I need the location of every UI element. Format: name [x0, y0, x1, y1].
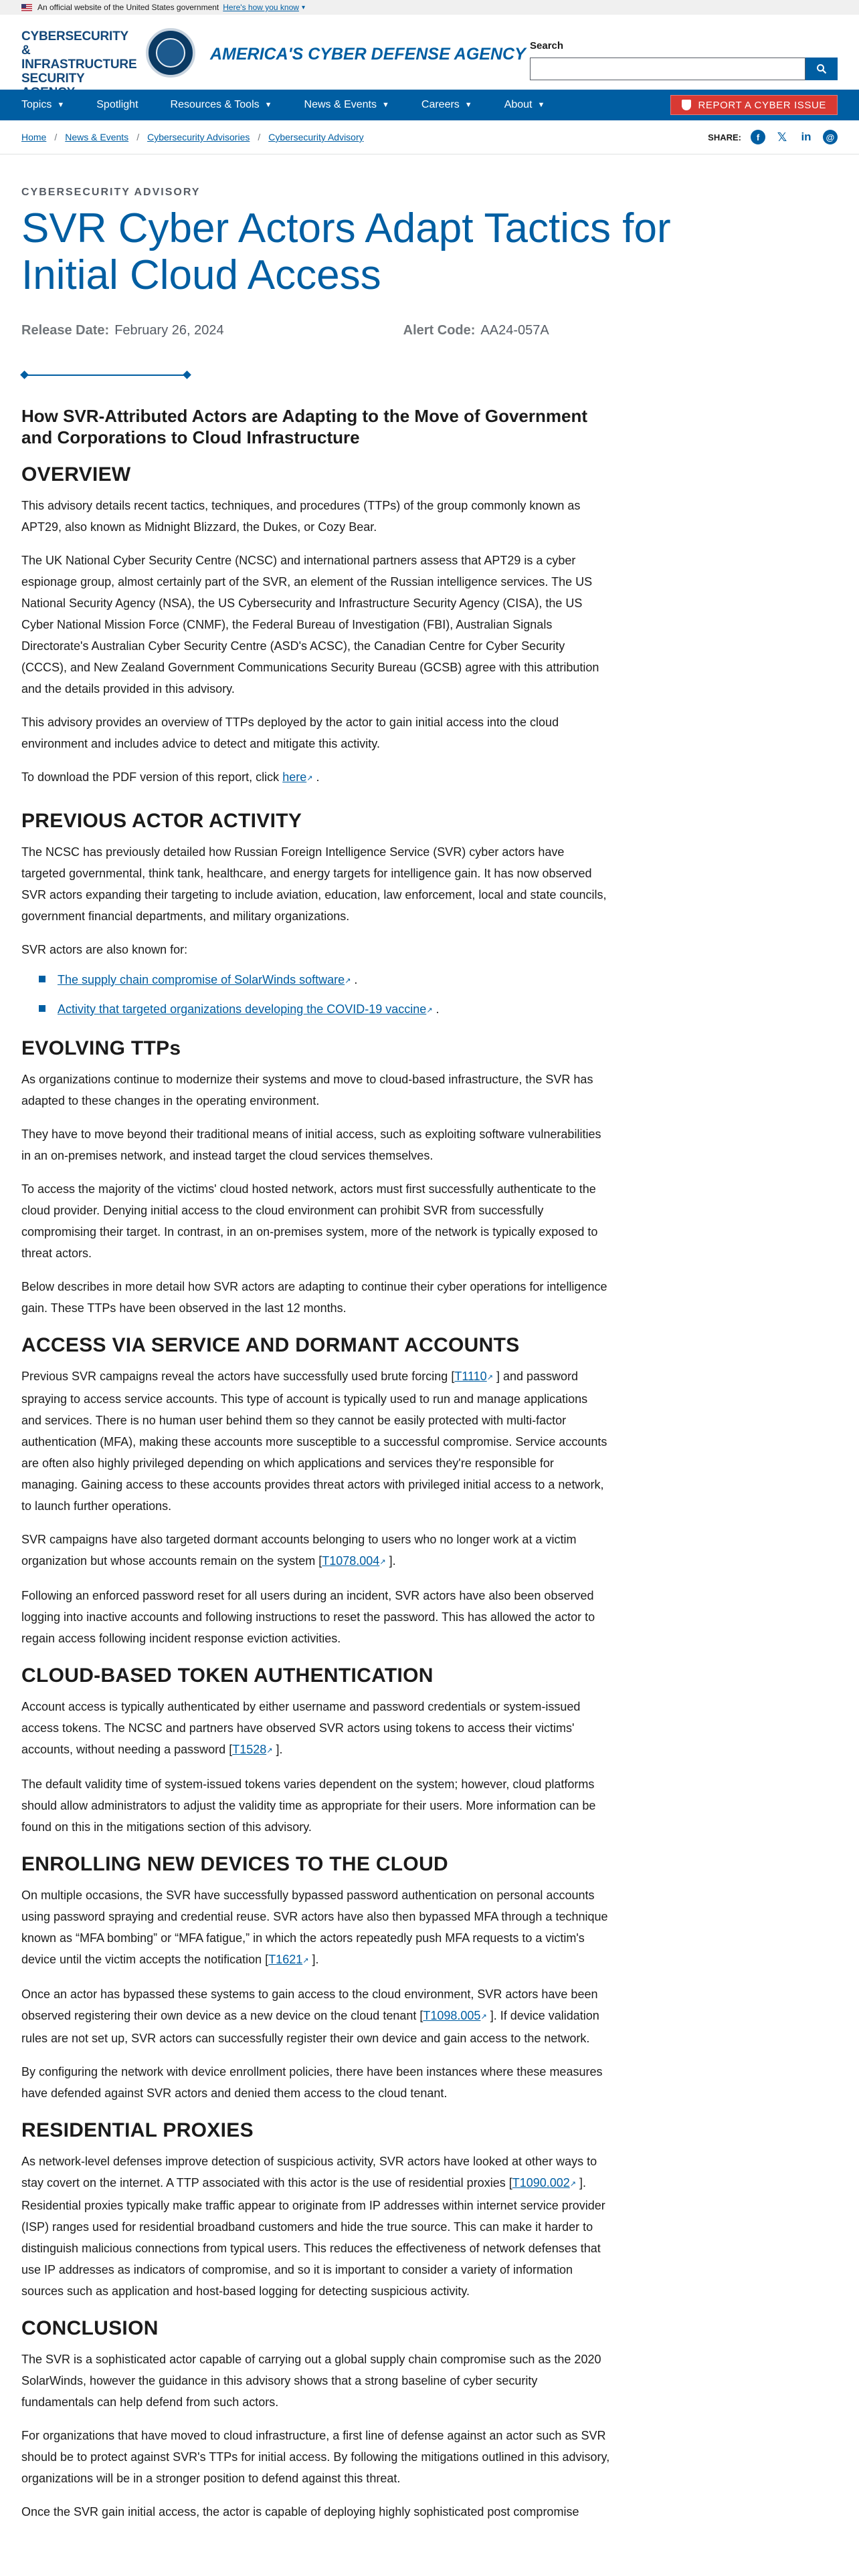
- external-link-icon: ↗: [266, 1747, 273, 1755]
- chevron-down-icon[interactable]: ▾: [301, 3, 305, 11]
- paragraph: For organizations that have moved to cloud infrastructure, a first line of defense against an actor such as SVR should be to protect against SVR's TTPs for initial access. By following the mitigations outlined in this advisory, organizations will be in a stronger position to defend against this threat.: [21, 2429, 610, 2485]
- paragraph: The UK National Cyber Security Centre (NCSC) and international partners assess that APT29 is a cyber espionage group, almost certainly part of the SVR, an element of the Russian intelligence services. The US National Security Agency (NSA), the US Cybersecurity and Infrastructure Security Agency (CISA), the US Cyber National Mission Force (CNMF), the Federal Bureau of Investigation (FBI), Australian Signals Directorate's Australian Cyber Security Centre (ASD's ACSC), the Canadian Centre for Cyber Security (CCCS), and New Zealand Government Communications Security Bureau (GCSB) agree with this attribution and the details provided in this advisory.: [21, 554, 599, 695]
- alert-code-value: AA24-057A: [480, 323, 549, 338]
- share-label: SHARE:: [708, 132, 741, 142]
- email-share-icon[interactable]: @: [823, 130, 838, 144]
- paragraph: They have to move beyond their traditional means of initial access, such as exploiting software vulnerabilities in an on-premises network, and instead target the cloud services themselves.: [21, 1128, 601, 1162]
- t1621-link[interactable]: T1621: [268, 1953, 303, 1966]
- t1528-link[interactable]: T1528: [232, 1743, 267, 1756]
- nav-topics[interactable]: Topics ▼: [21, 99, 65, 110]
- paragraph: Previous SVR campaigns reveal the actors have successfully used brute forcing [T1110↗ ] and password spraying to access service accounts. This type of account is typically used to run and manage applications and services. There is no human user behind them so they cannot be easily protected with multi-factor authentication (MFA), making these accounts more susceptible to a successful compromise. Service accounts are often also highly privileged depending on which applications and services they're responsible for managing. Gaining access to these accounts provides threat actors with privileged initial access to a network, to launch further operations.: [21, 1370, 607, 1513]
- release-date-label: Release Date:: [21, 323, 110, 338]
- nav-careers[interactable]: Careers ▼: [421, 99, 472, 110]
- paragraph: Account access is typically authenticated by either username and password credentials or system-issued access tokens. The NCSC and partners have observed SVR actors using tokens to access their victims' accounts, without needing a password [T1528↗ ].: [21, 1700, 581, 1756]
- page-title: SVR Cyber Actors Adapt Tactics for Initial Cloud Access: [21, 205, 671, 298]
- x-twitter-icon[interactable]: 𝕏: [777, 130, 787, 144]
- paragraph: As network-level defenses improve detection of suspicious activity, SVR actors have looked at other ways to stay covert on the internet. A TTP associated with this actor is the use of residential proxies [T1090.002↗ ]. Residential proxies typically make traffic appear to originate from IP addresses within internet service provider (ISP) ranges used for residential broadband customers and hide the true source. This can make it harder to distinguish malicious connections from typical users. This reduces the effectiveness of network defenses that use IP addresses as indicators of compromise, and so it is important to consider a variety of information sources such as application and host-based logging for detecting suspicious activity.: [21, 2155, 605, 2298]
- heres-how-you-know-link[interactable]: Here's how you know: [223, 3, 299, 12]
- chevron-down-icon: ▼: [264, 101, 272, 109]
- section-heading-service-accounts: ACCESS VIA SERVICE AND DORMANT ACCOUNTS: [21, 1334, 520, 1356]
- gov-banner-text: An official website of the United States government: [37, 3, 219, 12]
- external-link-icon: ↗: [480, 2013, 487, 2021]
- breadcrumb: Home / News & Events / Cybersecurity Advisories / Cybersecurity Advisory SHARE: f 𝕏 in @: [0, 120, 859, 154]
- share-bar: [708, 130, 838, 144]
- nav-resources-tools[interactable]: Resources & Tools ▼: [170, 99, 272, 110]
- nav-spotlight[interactable]: Spotlight: [96, 99, 138, 110]
- paragraph: As organizations continue to modernize their systems and move to cloud-based infrastructure, the SVR has adapted to these changes in the operating environment.: [21, 1073, 593, 1107]
- site-header: [0, 15, 859, 90]
- search-button[interactable]: [805, 58, 838, 80]
- paragraph: SVR campaigns have also targeted dormant accounts belonging to users who no longer work at a victim organization but whose accounts remain on the system [T1078.004↗ ].: [21, 1533, 577, 1568]
- us-flag-icon: [21, 4, 32, 11]
- external-link-icon: ↗: [379, 1558, 386, 1566]
- section-heading-token-auth: CLOUD-BASED TOKEN AUTHENTICATION: [21, 1665, 434, 1687]
- section-heading-residential-proxies: RESIDENTIAL PROXIES: [21, 2119, 254, 2141]
- alert-code-label: Alert Code:: [403, 323, 476, 338]
- paragraph: This advisory provides an overview of TTPs deployed by the actor to gain initial access into the cloud environment and includes advice to detect and mitigate this activity.: [21, 716, 559, 750]
- chevron-down-icon: ▼: [537, 101, 545, 109]
- paragraph: The SVR is a sophisticated actor capable of carrying out a global supply chain compromise such as the 2020 SolarWinds, however the guidance in this advisory shows that a strong baseline of cyber security fundamentals can help defend from such actors.: [21, 2353, 601, 2409]
- paragraph: This advisory details recent tactics, techniques, and procedures (TTPs) of the group commonly known as APT29, also known as Midnight Blizzard, the Dukes, or Cozy Bear.: [21, 499, 581, 534]
- release-date-value: February 26, 2024: [114, 323, 224, 338]
- section-heading-enrolling-devices: ENROLLING NEW DEVICES TO THE CLOUD: [21, 1853, 449, 1875]
- decorative-divider: [21, 370, 190, 380]
- paragraph: Once an actor has bypassed these systems to gain access to the cloud environment, SVR actors have been observed registering their own device as a new device on the cloud tenant [T1098.005↗ ]. If device validation rules are not set up, SVR actors can successfully register their own device and gain access to the network.: [21, 1988, 599, 2045]
- breadcrumb-cybersecurity-advisory[interactable]: Cybersecurity Advisory: [268, 132, 364, 142]
- paragraph: By configuring the network with device enrollment policies, there have been instances where these measures have defended against SVR actors and denied them access to the cloud tenant.: [21, 2065, 603, 2100]
- section-heading-evolving-ttps: EVOLVING TTPs: [21, 1037, 181, 1059]
- facebook-icon[interactable]: f: [751, 130, 765, 144]
- nav-about[interactable]: About ▼: [504, 99, 545, 110]
- paragraph: The default validity time of system-issued tokens varies dependent on the system; however, cloud platforms should allow administrators to adjust the validity time as appropriate for their users. More information can be found on this in the mitigations section of this advisory.: [21, 1778, 596, 1834]
- paragraph: SVR actors are also known for:: [21, 943, 188, 956]
- agency-name[interactable]: CYBERSECURITY & INFRASTRUCTURE SECURITY: [21, 29, 137, 86]
- report-cyber-issue-button[interactable]: REPORT A CYBER ISSUE: [670, 95, 838, 115]
- t1090-002-link[interactable]: T1090.002: [512, 2176, 570, 2189]
- search-icon: [816, 64, 827, 74]
- bullet-list: [21, 968, 610, 1022]
- t1110-link[interactable]: T1110: [454, 1370, 487, 1383]
- section-heading-conclusion: CONCLUSION: [21, 2317, 159, 2339]
- paragraph: To access the majority of the victims' cloud hosted network, actors must first successfully authenticate to the cloud provider. Denying initial access to the cloud environment can prohibit SVR from successfully compromising their target. In contrast, in an on-premises system, more of the network is typically exposed to threat actors.: [21, 1182, 598, 1260]
- breadcrumb-home[interactable]: Home: [21, 132, 47, 142]
- chevron-down-icon: ▼: [464, 101, 472, 109]
- paragraph: Below describes in more detail how SVR actors are adapting to continue their cyber operations for intelligence gain. These TTPs have been observed in the last 12 months.: [21, 1280, 607, 1315]
- list-item: Activity that targeted organizations developing the COVID-19 vaccine↗ .: [21, 998, 610, 1022]
- section-heading-overview: OVERVIEW: [21, 463, 131, 486]
- gov-banner: [0, 0, 859, 15]
- linkedin-icon[interactable]: in: [801, 130, 812, 143]
- paragraph: Once the SVR gain initial access, the actor is capable of deploying highly sophisticated post compromise: [21, 2505, 579, 2518]
- article-meta: [21, 323, 610, 338]
- search-label: Search: [530, 40, 564, 51]
- pdf-download-link[interactable]: here: [282, 770, 307, 784]
- t1078-004-link[interactable]: T1078.004: [322, 1554, 380, 1568]
- search-input[interactable]: [530, 58, 805, 80]
- paragraph: To download the PDF version of this report, click here↗ .: [21, 770, 320, 784]
- external-link-icon: ↗: [302, 1957, 309, 1965]
- chevron-down-icon: ▼: [57, 101, 65, 109]
- main-nav: [0, 90, 859, 120]
- article-subtitle: How SVR-Attributed Actors are Adapting to the Move of Government and Corporations to Cloud Infrastructure: [21, 406, 588, 447]
- paragraph: Following an enforced password reset for all users during an incident, SVR actors have also been observed logging into inactive accounts and following instructions to reset the password. This has allowed the actor to regain access following incident response eviction activities.: [21, 1589, 595, 1645]
- chevron-down-icon: ▼: [382, 101, 389, 109]
- external-link-icon: ↗: [306, 774, 313, 782]
- external-link-icon: ↗: [426, 1006, 433, 1014]
- breadcrumb-cybersecurity-advisories[interactable]: Cybersecurity Advisories: [147, 132, 250, 142]
- t1098-005-link[interactable]: T1098.005: [423, 2009, 481, 2022]
- shield-icon: [682, 100, 691, 110]
- external-link-icon: ↗: [345, 977, 351, 985]
- external-link-icon: ↗: [569, 2180, 577, 2188]
- section-heading-previous-activity: PREVIOUS ACTOR ACTIVITY: [21, 810, 302, 832]
- solarwinds-link[interactable]: The supply chain compromise of SolarWinds software: [58, 973, 345, 986]
- list-item: The supply chain compromise of SolarWinds software↗ .: [21, 968, 610, 992]
- breadcrumb-news-events[interactable]: News & Events: [65, 132, 129, 142]
- external-link-icon: ↗: [486, 1374, 493, 1382]
- article-kicker: CYBERSECURITY ADVISORY: [21, 187, 201, 198]
- nav-news-events[interactable]: News & Events ▼: [304, 99, 389, 110]
- paragraph: The NCSC has previously detailed how Russian Foreign Intelligence Service (SVR) cyber actors have targeted governmental, think tank, healthcare, and energy targets for intelligence gain. It has now observed SVR actors expanding their targeting to include aviation, education, law enforcement, local and state councils, government financial departments, and military organizations.: [21, 845, 607, 923]
- covid-vaccine-link[interactable]: Activity that targeted organizations developing the COVID-19 vaccine: [58, 1002, 427, 1016]
- agency-tagline: AMERICA'S CYBER DEFENSE AGENCY: [210, 45, 526, 64]
- cisa-seal-logo[interactable]: [146, 28, 195, 78]
- paragraph: On multiple occasions, the SVR have successfully bypassed password authentication on personal accounts using password spraying and credential reuse. SVR actors have also then bypassed MFA through a technique known as “MFA bombing” or “MFA fatigue,” in which the actors repeatedly push MFA requests to a victim's device until the victim accepts the notification [T1621↗ ].: [21, 1889, 608, 1966]
- article-body: [0, 187, 859, 2523]
